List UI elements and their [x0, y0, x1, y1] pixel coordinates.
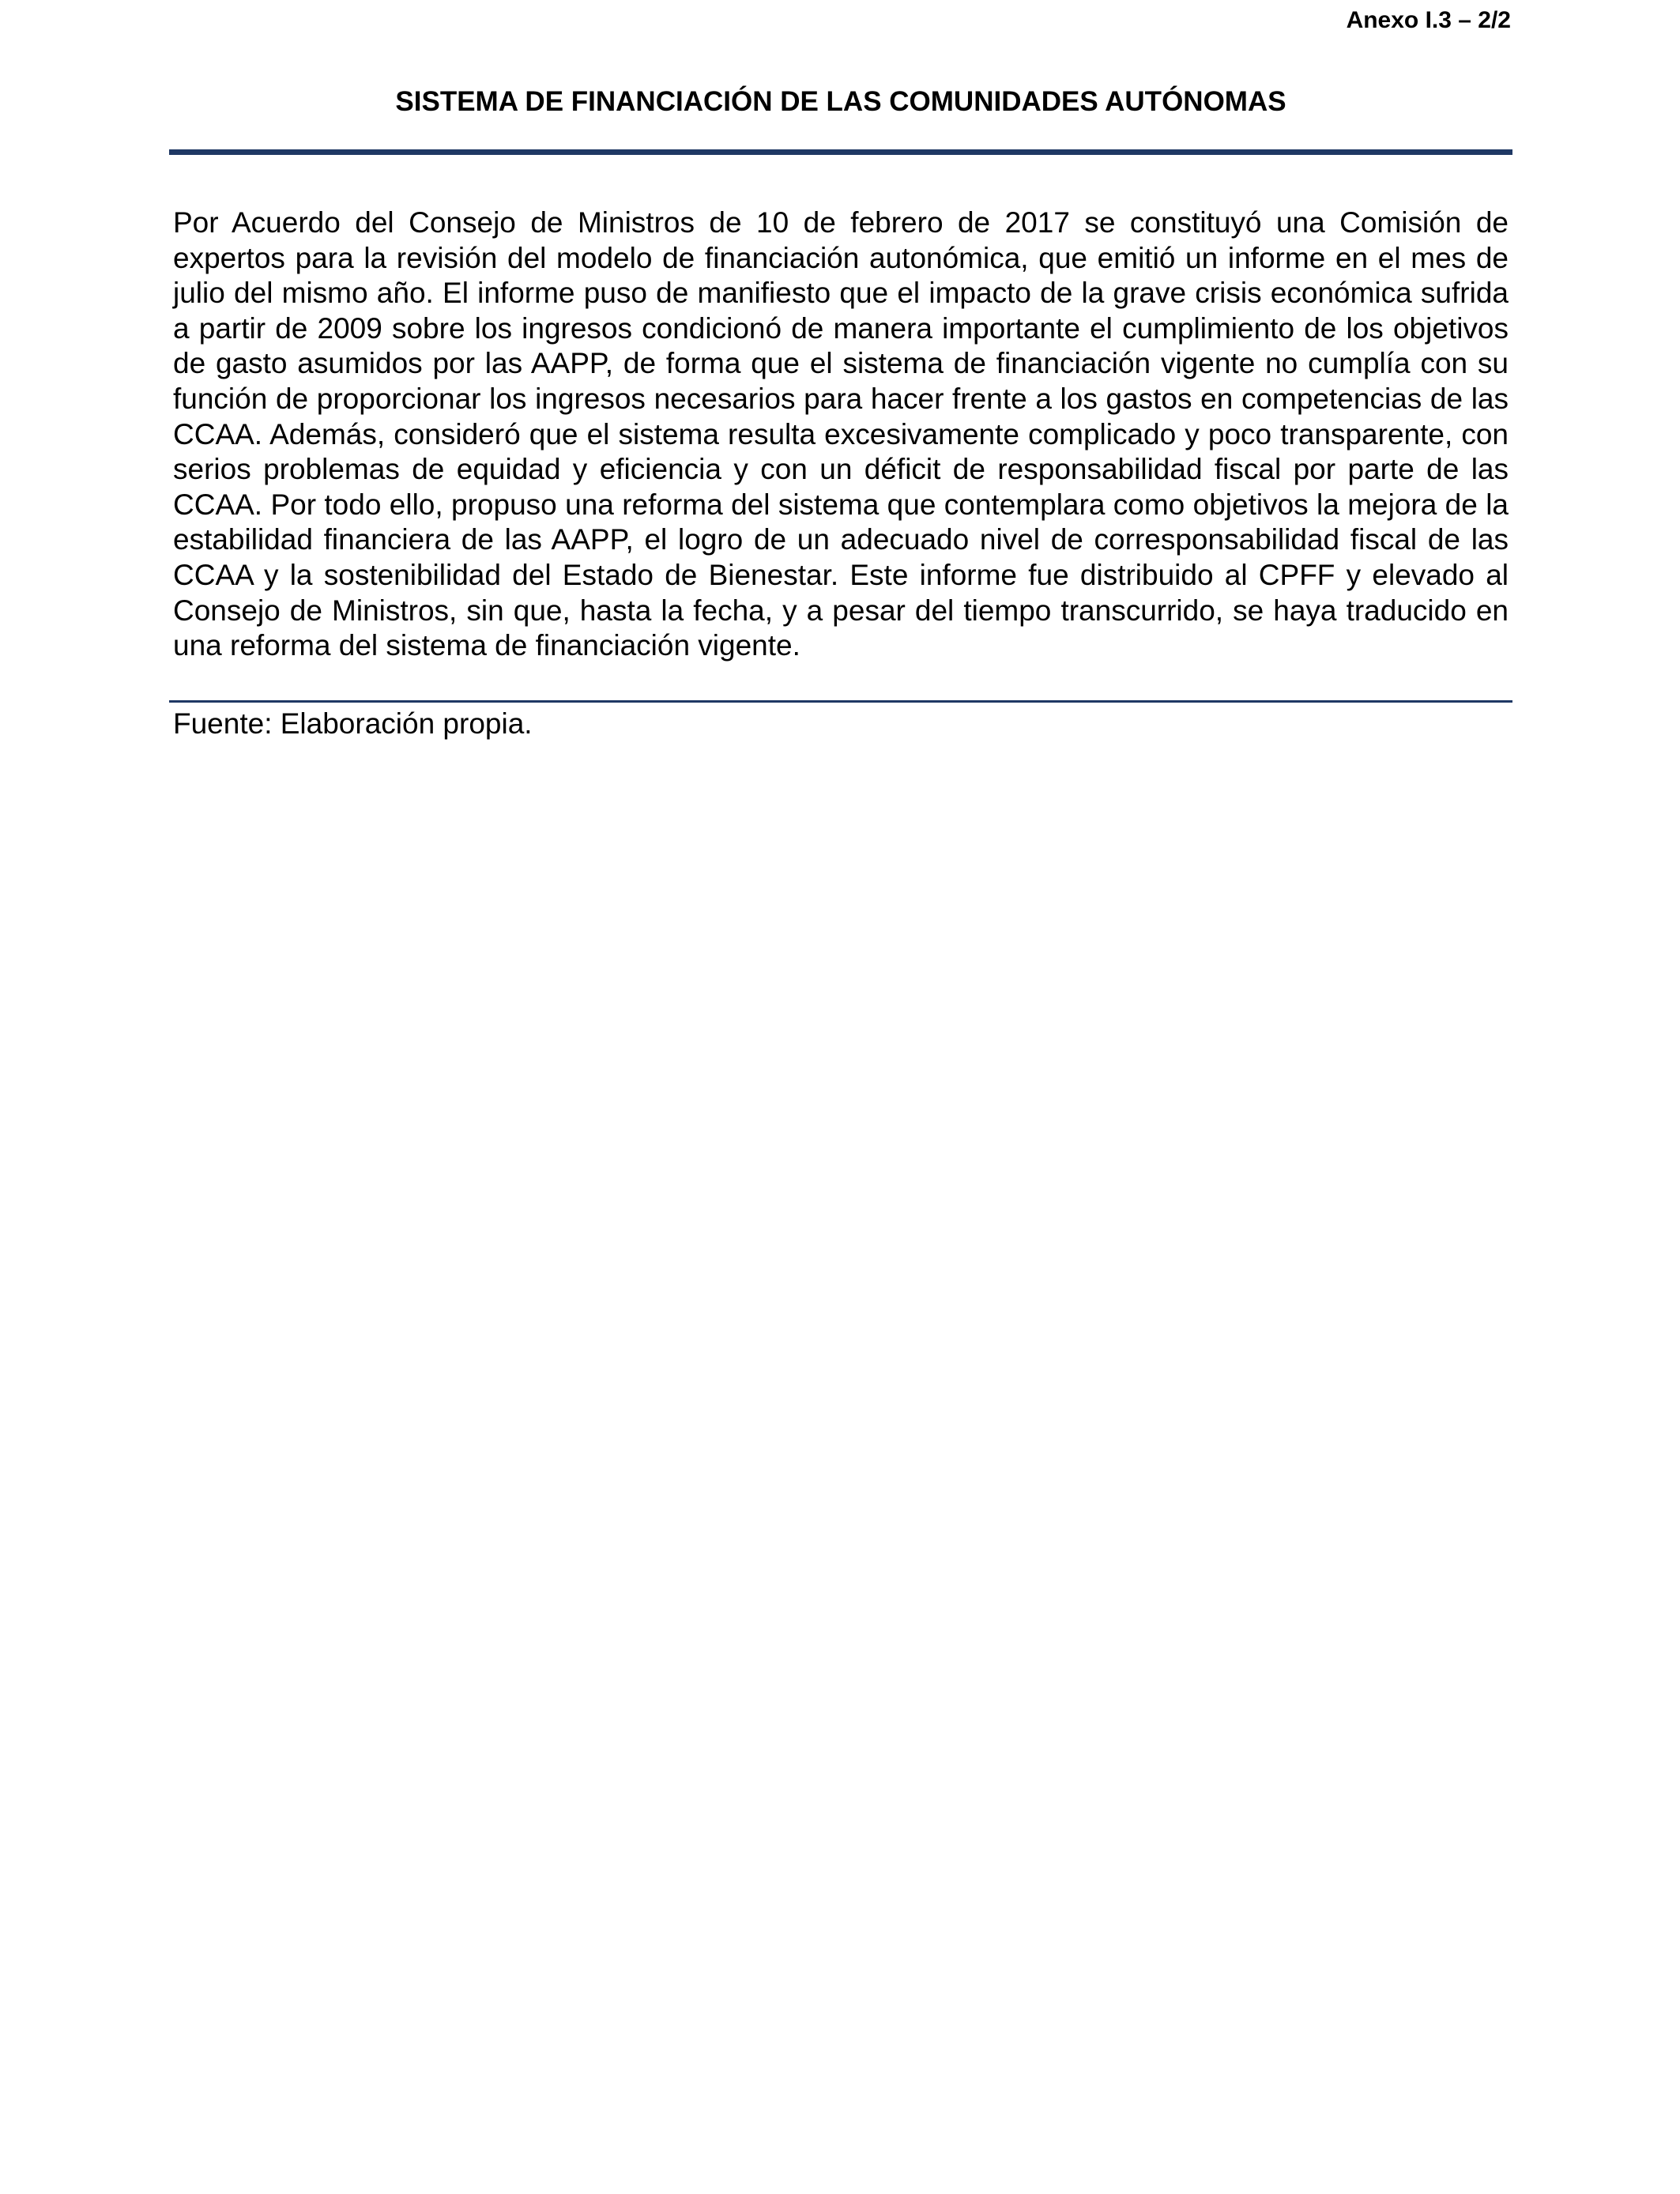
- title-divider: [169, 149, 1512, 155]
- source-note: Fuente: Elaboración propia.: [173, 707, 533, 740]
- source-divider: [169, 700, 1512, 703]
- annex-reference: Anexo I.3 – 2/2: [1346, 7, 1511, 33]
- body-paragraph: Por Acuerdo del Consejo de Ministros de 10 de febrero de 2017 se constituyó una Comisión de expertos para la revisión del modelo de financiación autonómica, que emitió un informe en el mes de julio del mismo año. El informe puso de manifiesto que el impacto de la grave crisis económica sufrida a partir de 2009 sobre los ingresos condicionó de manera importante el cumplimiento de los objetivos de gasto asumidos por las AAPP, de forma que el sistema de financiación vigente no cumplía con su función de proporcionar los ingresos necesarios para hacer frente a los gastos en competencias de las CCAA. Además, consideró que el sistema resulta excesivamente complicado y poco transparente, con serios problemas de equidad y eficiencia y con un déficit de responsabilidad fiscal por parte de las CCAA. Por todo ello, propuso una reforma del sistema que contemplara como objetivos la mejora de la estabilidad financiera de las AAPP, el logro de un adecuado nivel de corresponsabilidad fiscal de las CCAA y la sostenibilidad del Estado de Bienestar. Este informe fue distribuido al CPFF y elevado al Consejo de Ministros, sin que, hasta la fecha, y a pesar del tiempo transcurrido, se haya traducido en una reforma del sistema de financiación vigente.: [173, 206, 1509, 662]
- document-title: SISTEMA DE FINANCIACIÓN DE LAS COMUNIDADES AUTÓNOMAS: [395, 86, 1286, 117]
